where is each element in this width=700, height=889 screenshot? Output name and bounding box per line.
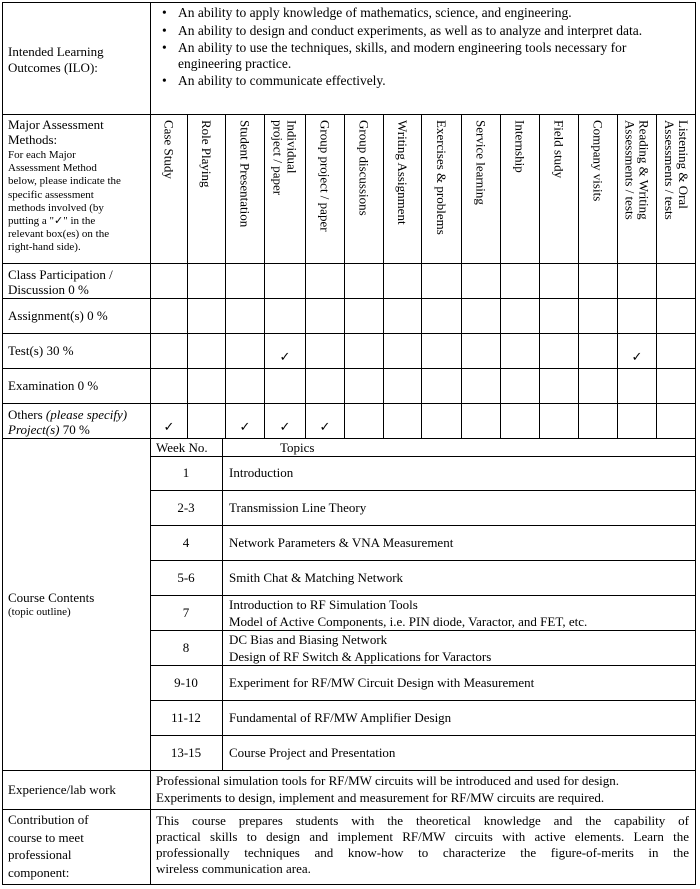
checkmark: ✓ [631, 349, 643, 365]
week-number: 7 [182, 604, 190, 620]
column-header-line: Student Presentation [237, 120, 253, 228]
column-header-line: Role Playing [199, 120, 214, 188]
contribution-label-line: professional [8, 847, 72, 862]
column-header-line: Writing Assignment [395, 120, 410, 225]
assessment-column-divider [383, 114, 384, 438]
week-number: 13-15 [170, 744, 202, 760]
assessment-column-header [662, 120, 690, 220]
assessment-row-divider [2, 333, 696, 334]
assessment-row-divider [2, 403, 696, 404]
column-header-line: Assessments / tests [622, 120, 638, 220]
week-topic-line: Introduction to RF Simulation Tools [229, 597, 418, 612]
week-number: 4 [182, 534, 190, 550]
assessment-title-line1: Major Assessment [8, 117, 104, 132]
week-number: 8 [182, 639, 190, 655]
assessment-instruction-line: right-hand side). [8, 241, 81, 254]
column-header-line: Individual [284, 120, 300, 174]
assessment-column-divider [187, 114, 188, 438]
assessment-column-divider [500, 114, 501, 438]
assessment-instruction-line: below, please indicate the [8, 175, 121, 188]
assessment-row-label-line2: Discussion 0 % [8, 282, 89, 297]
assessment-column-header [434, 120, 448, 235]
lab-label: Experience/lab work [8, 782, 116, 797]
checkmark: ✓ [239, 419, 251, 435]
ilo-label-line2: Outcomes (ILO): [8, 60, 98, 75]
assessment-row-divider [2, 263, 696, 264]
week-topic-line: DC Bias and Biasing Network [229, 632, 388, 647]
column-header-line: Service learning [473, 120, 489, 205]
assessment-row-label-line2: Project(s) 70 % [8, 422, 90, 437]
course-contents-sublabel: (topic outline) [8, 606, 71, 618]
assessment-row-label: Assignment(s) 0 % [8, 307, 108, 323]
assessment-column-header [271, 120, 299, 195]
contribution-label-line: course to meet [8, 829, 84, 845]
week-row-divider [150, 525, 696, 526]
ilo-item: • An ability to design and conduct experiments, as well as to analyze and interpret data. [158, 23, 693, 39]
week-column-divider [222, 438, 223, 770]
assessment-column-divider [264, 114, 265, 438]
assessment-column-divider [461, 114, 462, 438]
row-label-project: Project(s) [8, 422, 60, 437]
checkmark: ✓ [279, 419, 291, 435]
week-topic: Course Project and Presentation [229, 744, 396, 760]
assessment-column-divider [617, 114, 618, 438]
contribution-line: This course prepares students with the theoretical knowledge and the capability of [156, 813, 689, 828]
column-header-line: Field study [551, 120, 567, 179]
ilo-item: • An ability to communicate effectively. [158, 73, 693, 89]
assessment-row-label: Others (please specify) [8, 407, 128, 422]
lab-line: Experiments to design, implement and measurement for RF/MW circuits are required. [156, 790, 605, 805]
contribution-text [156, 813, 689, 877]
assessment-instruction-line: relevant box(es) on the [8, 228, 110, 241]
week-topic: Introduction [229, 465, 294, 480]
assessment-instruction-line: Assessment Method [8, 162, 97, 175]
week-number: 1 [182, 465, 190, 480]
assessment-column-divider [656, 114, 657, 438]
week-row-divider [150, 700, 696, 701]
week-number: 11-12 [171, 709, 201, 725]
column-header-line: Group discussions [356, 120, 372, 216]
column-header-line: Company visits [590, 120, 606, 202]
lab-bottom-divider [2, 809, 696, 810]
assessment-column-divider [578, 114, 579, 438]
assessment-instruction-line: specific assessment [8, 188, 94, 201]
assessment-column-header [199, 120, 213, 188]
assessment-row-label: Examination 0 % [8, 377, 99, 393]
assessment-row-divider [2, 438, 696, 439]
checkmark: ✓ [279, 349, 291, 365]
week-row-divider [150, 560, 696, 561]
week-row-divider [150, 665, 696, 666]
week-topic: Fundamental of RF/MW Amplifier Design [229, 709, 452, 725]
contribution-line: professionally techniques and know-how to characterize the figure-of-merits in the [156, 845, 689, 860]
assessment-instruction-line: For each Major [8, 149, 76, 161]
week-topic: Smith Chat & Matching Network [229, 569, 404, 585]
ilo-label-line1: Intended Learning [8, 44, 104, 59]
contribution-label-line: component: [8, 864, 70, 880]
assessment-column-header [357, 120, 371, 216]
assessment-column-header [513, 120, 527, 173]
column-header-line: project / paper [270, 120, 286, 196]
column-header-line: Reading & Writing [636, 120, 652, 220]
assessment-column-divider [305, 114, 306, 438]
assessment-row-label: Class Participation / [8, 267, 113, 282]
week-number: 9-10 [174, 674, 198, 690]
assessment-column-header [623, 120, 651, 220]
column-header-line: Internship [512, 120, 528, 173]
week-row-divider [150, 456, 696, 457]
assessment-row-divider [2, 298, 696, 299]
course-contents-bottom-divider [2, 770, 696, 771]
contribution-line: wireless communication area. [156, 861, 311, 876]
week-number: 2-3 [177, 499, 195, 515]
assessment-column-header [395, 120, 409, 225]
contribution-label-line: Contribution of [8, 812, 89, 827]
assessment-column-header [591, 120, 605, 201]
assessment-instruction-line: methods involved (by [8, 201, 104, 214]
column-header-line: Listening & Oral [676, 120, 691, 209]
topics-header: Topics [280, 440, 315, 455]
ilo-item: • An ability to use the techniques, skills, and modern engineering tools necessary for engineering practice. [158, 40, 693, 71]
assessment-column-header [552, 120, 566, 178]
assessment-instruction-line: putting a "✓" in the [8, 215, 96, 227]
column-header-line: Exercises & problems [434, 120, 449, 235]
week-row-divider [150, 735, 696, 736]
assessment-column-header [162, 120, 176, 179]
ilo-bottom-divider [2, 114, 696, 115]
week-topic-line: Design of RF Switch & Applications for Varactors [229, 649, 492, 664]
week-number: 5-6 [177, 569, 195, 585]
ilo-list [158, 5, 693, 91]
lab-line: Professional simulation tools for RF/MW circuits will be introduced and used for design. [156, 773, 620, 788]
assessment-row-label: Test(s) 30 % [8, 342, 74, 358]
column-header-line: Case Study [161, 120, 177, 179]
assessment-column-divider [539, 114, 540, 438]
assessment-column-divider [225, 114, 226, 438]
row-label-note: (please specify) [45, 407, 128, 422]
checkmark: ✓ [163, 419, 175, 435]
column-header-line: Assessments / tests [662, 120, 677, 220]
week-topic-line: Model of Active Components, i.e. PIN diode, Varactor, and FET, etc. [229, 614, 588, 629]
assessment-title-line2: Methods: [8, 132, 58, 147]
course-contents-label: Course Contents [8, 590, 95, 605]
week-topic: Experiment for RF/MW Circuit Design with Measurement [229, 674, 535, 690]
checkmark: ✓ [319, 419, 331, 435]
assessment-column-header [474, 120, 488, 205]
assessment-row-divider [2, 368, 696, 369]
column-header-line: Group project / paper [317, 120, 333, 232]
week-topic: Transmission Line Theory [229, 499, 367, 515]
week-header: Week No. [156, 440, 208, 455]
contribution-line: practical skills to design and implement RF/MW circuits with active elements. Learn the [156, 829, 689, 844]
assessment-column-header [318, 120, 332, 232]
ilo-item: • An ability to apply knowledge of mathematics, science, and engineering. [158, 5, 693, 21]
assessment-column-divider [344, 114, 345, 438]
week-row-divider [150, 490, 696, 491]
assessment-column-header [238, 120, 252, 227]
assessment-column-divider [421, 114, 422, 438]
week-topic: Network Parameters & VNA Measurement [229, 534, 454, 550]
